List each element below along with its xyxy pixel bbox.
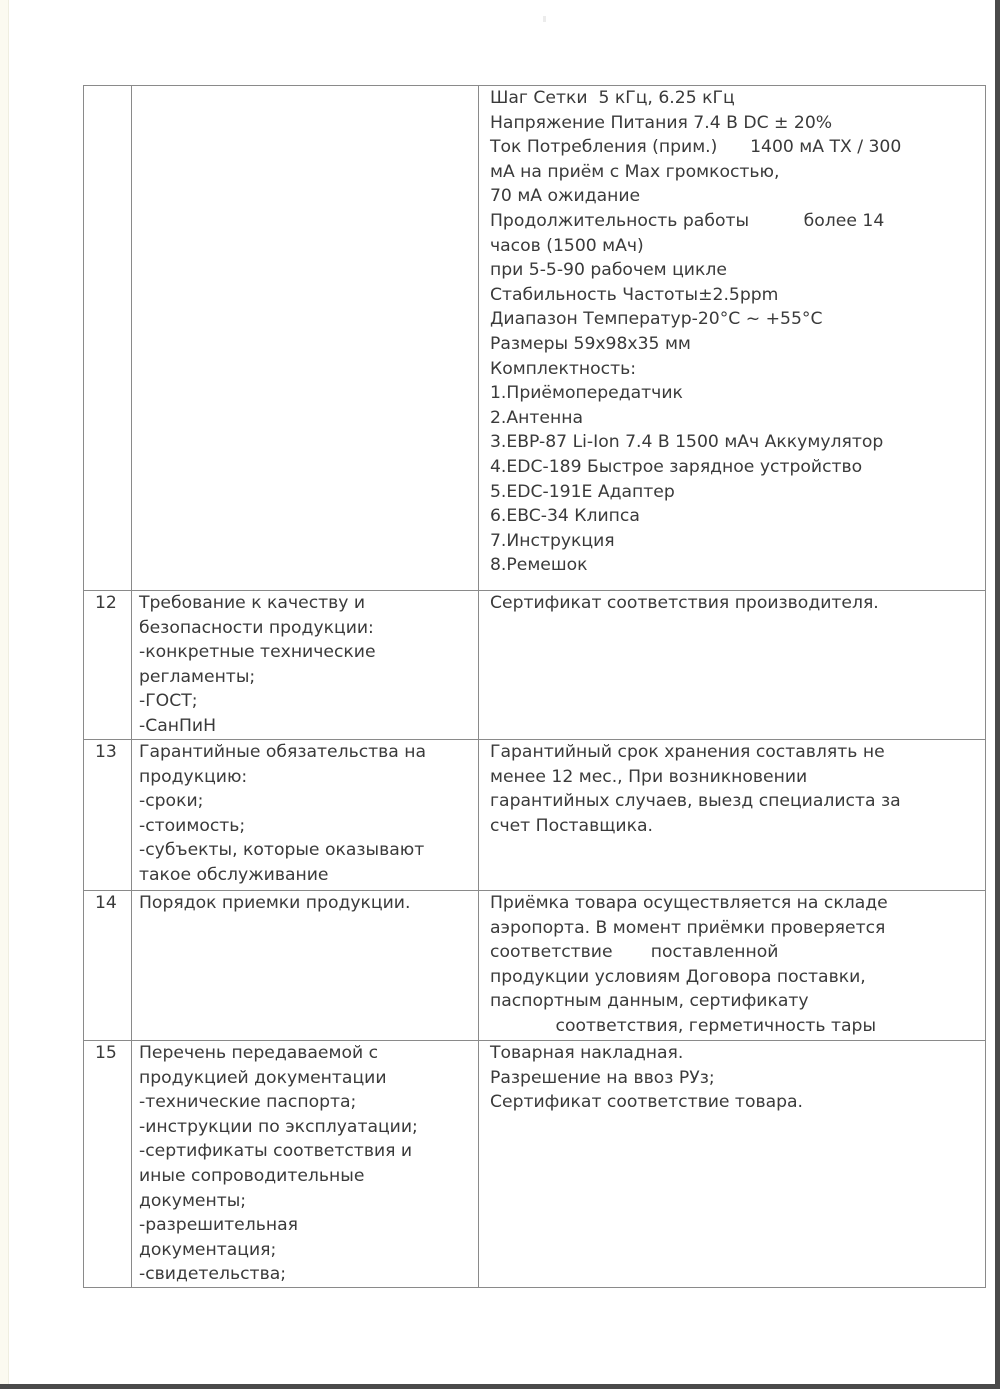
cell-text-line: часов (1500 мАч) xyxy=(490,235,644,256)
cell-text-line: продукции условиям Договора поставки, xyxy=(490,966,866,987)
cell-text-line: -стоимость; xyxy=(139,815,246,836)
cell-text-line: Перечень передаваемой с xyxy=(139,1043,379,1063)
cell-text-line: паспортным данным, сертификату xyxy=(490,991,809,1012)
cell-text-line: Диапазон Температур-20°C ~ +55°C xyxy=(490,309,823,330)
cell-text-line: безопасности продукции: xyxy=(139,617,374,638)
cell-text-line: -разрешительная xyxy=(139,1215,298,1236)
row-number xyxy=(84,86,132,591)
cell-text-line: Товарная накладная. xyxy=(490,1043,684,1063)
cell-text-line: иные сопроводительные xyxy=(139,1165,365,1186)
table-row-15 xyxy=(84,1041,986,1288)
cell-text-line: 7.Инструкция xyxy=(490,530,615,551)
specification-table xyxy=(83,85,986,1288)
cell-text-line: гарантийных случаев, выезд специалиста за xyxy=(490,791,901,812)
row-number: 13 xyxy=(84,740,132,891)
cell-text-line: Стабильность Частоты±2.5ppm xyxy=(490,284,779,305)
cell-text-line: -конкретные технические xyxy=(139,642,376,663)
cell-text-line: -СанПиН xyxy=(139,715,216,736)
cell-text-line: Приёмка товара осуществляется на складе xyxy=(490,893,888,913)
cell-text-line: Гарантийные обязательства на xyxy=(139,742,427,762)
cell-text-line: 6.EBC-34 Клипса xyxy=(490,506,640,527)
cell-text-line: Разрешение на ввоз РУз; xyxy=(490,1067,715,1088)
requirement-cell xyxy=(132,740,479,891)
cell-text-line: -свидетельства; xyxy=(139,1264,287,1285)
table-row-13 xyxy=(84,740,986,891)
cell-text-line: Напряжение Питания 7.4 В DC ± 20% xyxy=(490,112,833,133)
cell-text-line: менее 12 мес., При возникновении xyxy=(490,766,808,787)
cell-text-line: 70 мА ожидание xyxy=(490,186,641,207)
cell-text-line: Порядок приемки продукции. xyxy=(139,893,411,913)
value-cell xyxy=(479,86,986,591)
cell-text-line: Ток Потребления (прим.) 1400 мА TX / 300 xyxy=(490,137,902,158)
scan-left-margin xyxy=(0,0,9,1389)
cell-text-line: продукцию: xyxy=(139,766,248,787)
cell-text-line: -технические паспорта; xyxy=(139,1092,357,1113)
cell-text-line: Размеры 59x98x35 мм xyxy=(490,333,691,354)
requirement-cell xyxy=(132,86,479,591)
requirement-cell xyxy=(132,591,479,740)
table-row-14 xyxy=(84,891,986,1041)
cell-text-line: Гарантийный срок хранения составлять не xyxy=(490,742,885,762)
cell-text-line: Требование к качеству и xyxy=(139,593,366,613)
scan-artifact xyxy=(543,16,546,22)
cell-text-line: Сертификат соответствие товара. xyxy=(490,1092,804,1113)
value-cell xyxy=(479,591,986,740)
value-cell xyxy=(479,891,986,1041)
requirement-cell xyxy=(132,891,479,1041)
cell-text-line: -ГОСТ; xyxy=(139,691,198,712)
cell-text-line: 2.Антенна xyxy=(490,407,583,428)
cell-text-line: 5.EDC-191E Адаптер xyxy=(490,481,675,502)
cell-text-line: 1.Приёмопередатчик xyxy=(490,383,683,404)
cell-text-line: -сертификаты соответствия и xyxy=(139,1141,413,1162)
row-number: 15 xyxy=(84,1041,132,1288)
cell-text-line: 3.EBP-87 Li-Ion 7.4 В 1500 мАч Аккумулятор xyxy=(490,432,884,453)
cell-text-line: Продолжительность работы более 14 xyxy=(490,210,885,231)
cell-text-line: Сертификат соответствия производителя. xyxy=(490,593,879,613)
cell-text-line: Шаг Сетки 5 кГц, 6.25 кГц xyxy=(490,88,735,108)
cell-text-line: 4.EDC-189 Быстрое зарядное устройство xyxy=(490,456,863,477)
cell-text-line: -сроки; xyxy=(139,791,204,812)
value-cell xyxy=(479,1041,986,1288)
table-row-12 xyxy=(84,591,986,740)
cell-text-line: регламенты; xyxy=(139,666,256,687)
cell-text-line: такое обслуживание xyxy=(139,864,329,885)
scan-bottom-border xyxy=(0,1384,1000,1389)
requirement-cell xyxy=(132,1041,479,1288)
cell-text-line: мА на приём с Max громкостью, xyxy=(490,161,780,182)
cell-text-line: -инструкции по эксплуатации; xyxy=(139,1116,418,1137)
cell-text-line: Комплектность: xyxy=(490,358,637,379)
cell-text-line: документы; xyxy=(139,1190,247,1211)
row-number: 14 xyxy=(84,891,132,1041)
row-number: 12 xyxy=(84,591,132,740)
cell-text-line: -субъекты, которые оказывают xyxy=(139,840,425,861)
cell-text-line: счет Поставщика. xyxy=(490,815,653,836)
cell-text-line: при 5-5-90 рабочем цикле xyxy=(490,260,727,281)
cell-text-line: соответствия, герметичность тары xyxy=(490,1015,877,1036)
value-cell xyxy=(479,740,986,891)
table-row-11-continued xyxy=(84,86,986,591)
cell-text-line: аэропорта. В момент приёмки проверяется xyxy=(490,917,886,938)
cell-text-line: документация; xyxy=(139,1239,277,1260)
cell-text-line: продукцией документации xyxy=(139,1067,387,1088)
cell-text-line: соответствие поставленной xyxy=(490,942,779,963)
scan-right-border xyxy=(995,0,1000,1389)
cell-text-line: 8.Ремешок xyxy=(490,555,588,576)
